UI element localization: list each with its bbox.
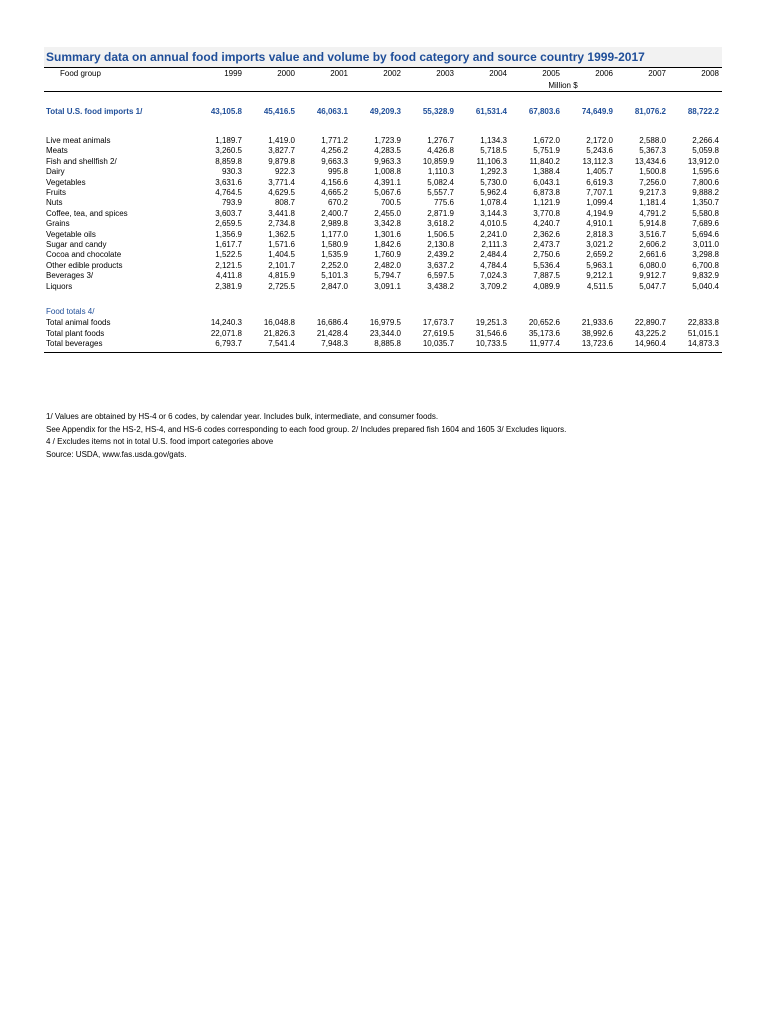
spacer-row	[44, 92, 722, 107]
value-cell: 38,992.6	[581, 328, 613, 338]
value-cell: 2000	[277, 69, 295, 78]
footnote-line: See Appendix for the HS-2, HS-4, and HS-6 codes corresponding to each food group. 2/ Includes prepared fish 1604 and 1605 3/ Excludes liquors.	[46, 424, 567, 434]
value-cell: 3,827.7	[268, 146, 295, 156]
value-cell: 4,240.7	[533, 219, 560, 229]
table-row	[44, 240, 722, 250]
value-cell: 9,217.3	[639, 188, 666, 198]
value-cell: 21,933.6	[581, 318, 613, 328]
table-row	[44, 167, 722, 177]
value-cell: 55,328.9	[422, 107, 454, 116]
row-label: Total plant foods	[46, 328, 105, 338]
value-cell: 1,672.0	[533, 136, 560, 145]
value-cell: 5,694.6	[692, 229, 719, 239]
value-cell: 1,008.8	[374, 167, 401, 177]
value-cell: 2,847.0	[321, 281, 348, 291]
value-cell: 1,099.4	[586, 198, 613, 208]
value-cell: 5,047.7	[639, 281, 666, 291]
value-cell: 670.2	[327, 198, 348, 208]
value-cell: 1,404.5	[268, 250, 295, 260]
value-cell: 8,859.8	[215, 156, 242, 166]
food-totals-heading-row	[44, 306, 722, 318]
value-cell: 21,428.4	[316, 328, 348, 338]
value-cell: 7,887.5	[533, 271, 560, 281]
value-cell: 995.8	[327, 167, 348, 177]
value-cell: 3,438.2	[427, 281, 454, 291]
value-cell: 2,111.3	[481, 240, 507, 250]
table-row	[44, 178, 722, 188]
value-cell: 3,144.3	[480, 208, 507, 218]
value-cell: 9,912.7	[639, 271, 666, 281]
value-cell: 1,405.7	[586, 167, 613, 177]
value-cell: 13,723.6	[581, 338, 613, 348]
value-cell: 4,791.2	[639, 208, 666, 218]
value-cell: 16,048.8	[263, 318, 295, 328]
row-label: Nuts	[46, 198, 63, 208]
value-cell: 1,419.0	[268, 136, 295, 145]
footnote-line: 4 / Excludes items not in total U.S. food import categories above	[46, 437, 274, 446]
footnote-line: 1/ Values are obtained by HS-4 or 6 codes, by calendar year. Includes bulk, intermediate, and consumer foods.	[46, 412, 439, 421]
row-label: Vegetable oils	[46, 229, 96, 239]
spacer-row	[44, 349, 722, 353]
value-cell: 2008	[701, 69, 719, 78]
value-cell: 23,344.0	[369, 328, 401, 338]
value-cell: 1,571.6	[268, 240, 295, 250]
value-cell: 7,541.4	[268, 338, 295, 348]
row-label: Fruits	[46, 188, 66, 198]
value-cell: 2,400.7	[321, 208, 348, 218]
table-row	[44, 219, 722, 229]
value-cell: 1,595.6	[692, 167, 719, 177]
value-cell: 1,500.8	[639, 167, 666, 177]
value-cell: 22,890.7	[634, 318, 666, 328]
value-cell: 7,256.0	[639, 177, 666, 187]
value-cell: 43,225.2	[634, 328, 666, 338]
row-label: Sugar and candy	[46, 240, 107, 250]
value-cell: 5,536.4	[533, 260, 560, 270]
value-cell: 1,522.5	[215, 250, 242, 260]
value-cell: 21,826.3	[263, 328, 295, 338]
value-cell: 2,101.7	[268, 260, 295, 270]
value-cell: 10,733.5	[475, 338, 507, 348]
value-cell: 2003	[436, 69, 454, 78]
value-cell: 7,707.1	[586, 188, 613, 198]
value-cell: 2007	[648, 69, 666, 78]
value-cell: 1,350.7	[692, 198, 719, 208]
value-cell: 1,110.3	[427, 167, 454, 177]
value-cell: 1,181.4	[639, 198, 666, 208]
value-cell: 5,557.7	[427, 188, 454, 198]
table-row	[44, 282, 722, 292]
value-cell: 9,963.3	[374, 156, 401, 166]
value-cell: 6,080.0	[639, 260, 666, 270]
value-cell: 7,689.6	[692, 219, 719, 229]
value-cell: 19,251.3	[475, 318, 507, 328]
value-cell: 46,063.1	[316, 107, 348, 116]
unit-label: Million $	[510, 80, 616, 92]
total-imports-row	[44, 106, 722, 118]
spacer-row	[44, 292, 722, 306]
value-cell: 930.3	[221, 167, 242, 177]
value-cell: 8,885.8	[374, 338, 401, 348]
value-cell: 1,842.6	[374, 240, 401, 250]
value-cell: 2,362.6	[533, 229, 560, 239]
totals-row	[44, 339, 722, 349]
value-cell: 7,024.3	[480, 271, 507, 281]
value-cell: 6,873.8	[533, 188, 560, 198]
value-cell: 2002	[383, 69, 401, 78]
value-cell: 22,833.8	[687, 318, 719, 328]
value-cell: 5,059.8	[692, 146, 719, 156]
value-cell: 5,040.4	[692, 281, 719, 291]
value-cell: 51,015.1	[687, 328, 719, 338]
totals-row	[44, 329, 722, 339]
row-label: Total beverages	[46, 338, 103, 348]
value-cell: 3,770.8	[533, 208, 560, 218]
value-cell: 4,511.5	[586, 281, 613, 291]
value-cell: 4,194.9	[586, 208, 613, 218]
value-cell: 3,603.7	[215, 208, 242, 218]
row-label: Total U.S. food imports 1/	[46, 107, 143, 116]
value-cell: 22,071.8	[210, 328, 242, 338]
value-cell: 6,043.1	[533, 177, 560, 187]
value-cell: 1,771.2	[321, 136, 348, 145]
value-cell: 3,441.8	[268, 208, 295, 218]
value-cell: 20,652.6	[528, 318, 560, 328]
value-cell: 4,411.8	[215, 271, 242, 281]
page-title: Summary data on annual food imports value and volume by food category and source country 1999-2017	[46, 50, 645, 64]
value-cell: 1,506.5	[427, 229, 454, 239]
value-cell: 61,531.4	[475, 107, 507, 116]
row-label: Meats	[46, 146, 68, 156]
value-cell: 3,631.6	[215, 177, 242, 187]
value-cell: 4,089.9	[533, 281, 560, 291]
row-label: Live meat animals	[46, 136, 111, 145]
table-row	[44, 157, 722, 167]
value-cell: 5,243.6	[586, 146, 613, 156]
value-cell: 4,156.6	[321, 177, 348, 187]
value-cell: 1,134.3	[480, 136, 507, 145]
value-cell: 1,760.9	[374, 250, 401, 260]
value-cell: 4,665.2	[321, 188, 348, 198]
value-cell: 1,078.4	[480, 198, 507, 208]
value-cell: 5,751.9	[533, 146, 560, 156]
value-cell: 7,948.3	[321, 338, 348, 348]
value-cell: 2,130.8	[427, 240, 454, 250]
value-cell: 10,859.9	[422, 156, 454, 166]
value-cell: 2005	[542, 69, 560, 78]
value-cell: 16,686.4	[316, 318, 348, 328]
table-row	[44, 198, 722, 208]
footnotes	[46, 411, 724, 461]
value-cell: 43,105.8	[210, 107, 242, 116]
value-cell: 17,673.7	[422, 318, 454, 328]
value-cell: 16,979.5	[369, 318, 401, 328]
row-label: Coffee, tea, and spices	[46, 208, 128, 218]
value-cell: 5,914.8	[639, 219, 666, 229]
table-row	[44, 188, 722, 198]
value-cell: 2,606.2	[639, 240, 666, 250]
value-cell: 4,391.1	[374, 177, 401, 187]
value-cell: 13,912.0	[687, 156, 719, 166]
value-cell: 3,021.2	[586, 240, 613, 250]
value-cell: 9,832.9	[692, 271, 719, 281]
value-cell: 2,266.4	[692, 136, 719, 145]
value-cell: 2,484.4	[480, 250, 507, 260]
value-cell: 7,800.6	[692, 177, 719, 187]
value-cell: 808.7	[274, 198, 295, 208]
value-cell: 10,035.7	[422, 338, 454, 348]
table-row	[44, 230, 722, 240]
value-cell: 4,910.1	[586, 219, 613, 229]
value-cell: 4,010.5	[480, 219, 507, 229]
value-cell: 2,659.5	[215, 219, 242, 229]
value-cell: 5,067.6	[374, 188, 401, 198]
value-cell: 2,659.2	[586, 250, 613, 260]
value-cell: 74,649.9	[581, 107, 613, 116]
value-cell: 3,260.5	[215, 146, 242, 156]
value-cell: 1,189.7	[215, 136, 242, 145]
row-label: Total animal foods	[46, 318, 111, 328]
value-cell: 11,840.2	[529, 156, 560, 166]
value-cell: 5,082.4	[427, 177, 454, 187]
value-cell: 4,815.9	[268, 271, 295, 281]
value-cell: 2,473.7	[533, 240, 560, 250]
value-cell: 27,619.5	[422, 328, 454, 338]
value-cell: 13,112.3	[582, 156, 613, 166]
food-totals-heading: Food totals 4/	[46, 307, 95, 317]
table-row	[44, 250, 722, 260]
row-label: Other edible products	[46, 260, 123, 270]
value-cell: 2,455.0	[374, 208, 401, 218]
value-cell: 1,356.9	[215, 229, 242, 239]
value-cell: 2,439.2	[427, 250, 454, 260]
value-cell: 3,709.2	[480, 281, 507, 291]
value-cell: 1,723.9	[374, 136, 401, 145]
value-cell: 1,362.5	[268, 229, 295, 239]
value-cell: 2,381.9	[215, 281, 242, 291]
value-cell: 3,516.7	[639, 229, 666, 239]
value-cell: 35,173.6	[528, 328, 560, 338]
summary-sheet	[44, 47, 722, 353]
value-cell: 2,252.0	[321, 260, 348, 270]
row-label: Liquors	[46, 281, 73, 291]
value-cell: 4,764.5	[215, 188, 242, 198]
value-cell: 2,989.8	[321, 219, 348, 229]
value-cell: 4,629.5	[268, 188, 295, 198]
imports-table	[44, 68, 722, 353]
table-row	[44, 271, 722, 281]
value-cell: 45,416.5	[263, 107, 295, 116]
value-cell: 2,871.9	[427, 208, 454, 218]
value-cell: 5,794.7	[374, 271, 401, 281]
value-cell: 2,121.5	[215, 260, 242, 270]
value-cell: 1999	[224, 69, 242, 78]
value-cell: 14,960.4	[634, 338, 666, 348]
value-cell: 1,292.3	[480, 167, 507, 177]
value-cell: 922.3	[274, 167, 295, 177]
title-band	[44, 47, 722, 68]
value-cell: 31,546.6	[475, 328, 507, 338]
value-cell: 5,730.0	[480, 177, 507, 187]
value-cell: 9,663.3	[321, 156, 348, 166]
header-row	[44, 68, 722, 80]
value-cell: 2,750.6	[533, 250, 560, 260]
table-row	[44, 136, 722, 146]
value-cell: 3,637.2	[427, 260, 454, 270]
row-label: Grains	[46, 219, 70, 229]
row-label: Dairy	[46, 167, 65, 177]
value-cell: 5,367.3	[639, 146, 666, 156]
row-label: Cocoa and chocolate	[46, 250, 122, 260]
value-cell: 2,241.0	[480, 229, 507, 239]
value-cell: 700.5	[380, 198, 401, 208]
value-cell: 2001	[330, 69, 348, 78]
value-cell: 11,977.4	[529, 338, 560, 348]
value-cell: 3,618.2	[427, 219, 454, 229]
value-cell: 1,121.9	[533, 198, 560, 208]
value-cell: 5,718.5	[480, 146, 507, 156]
value-cell: 9,879.8	[268, 156, 295, 166]
value-cell: 3,011.0	[692, 240, 719, 250]
totals-row	[44, 318, 722, 328]
value-cell: 4,426.8	[427, 146, 454, 156]
value-cell: 88,722.2	[687, 107, 719, 116]
row-label: Beverages 3/	[46, 271, 94, 281]
value-cell: 1,535.9	[321, 250, 348, 260]
value-cell: 14,240.3	[210, 318, 242, 328]
value-cell: 793.9	[221, 198, 242, 208]
footnote-line: Source: USDA, www.fas.usda.gov/gats.	[46, 449, 187, 459]
value-cell: 3,091.1	[374, 281, 401, 291]
value-cell: 6,700.8	[692, 260, 719, 270]
value-cell: 3,771.4	[268, 177, 295, 187]
value-cell: 6,793.7	[215, 338, 242, 348]
value-cell: 4,256.2	[321, 146, 348, 156]
value-cell: 6,597.5	[427, 271, 454, 281]
value-cell: 13,434.6	[634, 156, 666, 166]
value-cell: 49,209.3	[369, 107, 401, 116]
value-cell: 67,803.6	[528, 107, 560, 116]
row-label: Vegetables	[46, 177, 86, 187]
row-label: Fish and shellfish 2/	[46, 156, 117, 166]
value-cell: 1,617.7	[215, 240, 242, 250]
value-cell: 1,276.7	[427, 136, 454, 145]
value-cell: 2,818.3	[586, 229, 613, 239]
spacer-row	[44, 118, 722, 136]
value-cell: 1,301.6	[374, 229, 401, 239]
value-cell: 1,388.4	[533, 167, 560, 177]
value-cell: 2,661.6	[639, 250, 666, 260]
table-row	[44, 209, 722, 219]
value-cell: 2,482.0	[374, 260, 401, 270]
value-cell: 9,888.2	[692, 188, 719, 198]
value-cell: 11,106.3	[476, 156, 507, 166]
value-cell: 4,784.4	[480, 260, 507, 270]
value-cell: 5,580.8	[692, 208, 719, 218]
table-row	[44, 261, 722, 271]
value-cell: 6,619.3	[586, 177, 613, 187]
unit-row	[44, 80, 722, 92]
value-cell: 3,342.8	[374, 219, 401, 229]
value-cell: 2004	[489, 69, 507, 78]
value-cell: 5,962.4	[480, 188, 507, 198]
value-cell: 2,588.0	[639, 136, 666, 145]
value-cell: 5,963.1	[586, 260, 613, 270]
value-cell: 3,298.8	[692, 250, 719, 260]
value-cell: 2006	[595, 69, 613, 78]
value-cell: 2,725.5	[268, 281, 295, 291]
value-cell: 81,076.2	[634, 107, 666, 116]
value-cell: 2,734.8	[268, 219, 295, 229]
value-cell: 14,873.3	[687, 338, 719, 348]
value-cell: 1,580.9	[321, 240, 348, 250]
value-cell: 775.6	[433, 198, 454, 208]
value-cell: 1,177.0	[321, 229, 348, 239]
value-cell: 4,283.5	[374, 146, 401, 156]
value-cell: 9,212.1	[586, 271, 613, 281]
value-cell: 2,172.0	[586, 136, 613, 145]
row-label: Food group	[60, 69, 101, 78]
table-row	[44, 146, 722, 156]
value-cell: 5,101.3	[321, 271, 348, 281]
